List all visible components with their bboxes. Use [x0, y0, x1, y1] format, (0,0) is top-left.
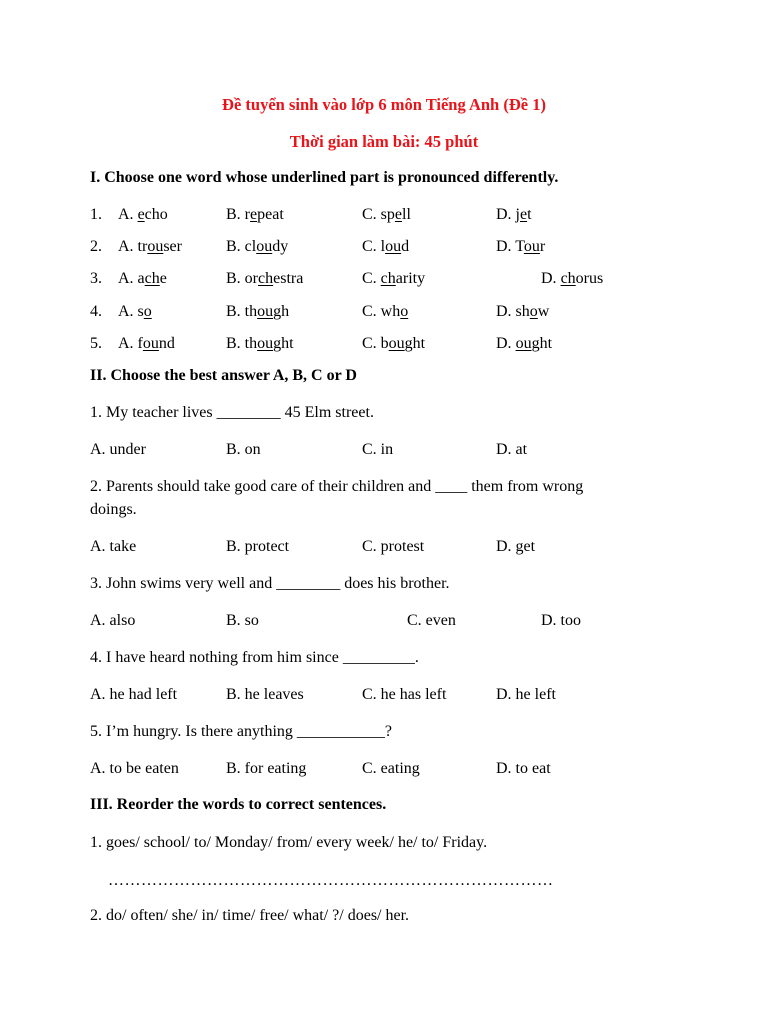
option-text: ght [273, 335, 294, 352]
section-1-heading: I. Choose one word whose underlined part is pronounced differently. [90, 169, 559, 186]
option-a: A. take [90, 538, 137, 555]
option-text: r [539, 238, 546, 255]
option-text: D. T [496, 238, 524, 255]
option-text: C. l [362, 238, 386, 255]
option-d: D. too [541, 612, 581, 629]
option-text: nd [158, 335, 175, 352]
option-text: C. sp [362, 206, 395, 223]
option-text: ght [404, 335, 426, 352]
option-text: cho [144, 206, 168, 223]
option-text: peat [257, 206, 284, 223]
underlined-part: ch [144, 270, 160, 287]
option-text: A. [118, 206, 138, 223]
section-3-heading: III. Reorder the words to correct sentences. [90, 796, 387, 813]
underlined-part: e [520, 206, 528, 223]
option-text: B. r [226, 206, 250, 223]
question-2-1: 1. My teacher lives ________ 45 Elm street. [90, 404, 374, 421]
question-2-4-options [0, 686, 768, 708]
underlined-part: ou [385, 238, 402, 255]
option-d [541, 270, 603, 288]
option-text: orus [575, 270, 604, 287]
option-text: ght [531, 335, 553, 352]
question-1-2 [0, 238, 768, 260]
option-text: C. [362, 270, 381, 287]
option-a: A. to be eaten [90, 760, 179, 777]
option-text: dy [272, 238, 289, 255]
option-c [362, 206, 411, 224]
underlined-part: ou [147, 238, 164, 255]
question-2-3-options [0, 612, 768, 634]
question-1-4 [0, 303, 768, 325]
underlined-part: o [529, 303, 538, 320]
question-2-5: 5. I’m hungry. Is there anything ___________? [90, 723, 393, 740]
option-b [226, 206, 284, 224]
option-d [496, 335, 552, 353]
question-number: 3. [90, 270, 102, 287]
answer-line: ……………………………………………………………………… [108, 872, 554, 889]
option-text: D. [496, 335, 516, 352]
underlined-part: o [400, 303, 409, 320]
underlined-part: e [137, 206, 145, 223]
option-c: C. protest [362, 538, 425, 555]
option-d [496, 238, 545, 256]
question-1-3 [0, 270, 768, 292]
question-3-1: 1. goes/ school/ to/ Monday/ from/ every week/ he/ to/ Friday. [90, 834, 488, 851]
option-text: D. sh [496, 303, 530, 320]
question-number: 2. [90, 238, 102, 255]
question-2-2-line1: 2. Parents should take good care of their children and ____ them from wrong [90, 478, 584, 495]
option-c [362, 303, 408, 321]
option-text: B. cl [226, 238, 257, 255]
question-number: 1. [90, 206, 102, 223]
option-a: A. he had left [90, 686, 178, 703]
option-text: ll [402, 206, 411, 223]
question-number: 4. [90, 303, 102, 320]
option-c [362, 238, 409, 256]
underlined-part: ou [257, 303, 274, 320]
option-c [362, 335, 425, 353]
option-text: d [401, 238, 410, 255]
underlined-part: ou [142, 335, 159, 352]
option-text: arity [395, 270, 426, 287]
option-a [118, 303, 152, 321]
underlined-part: ou [388, 335, 405, 352]
option-text: B. th [226, 335, 258, 352]
question-2-4: 4. I have heard nothing from him since _________. [90, 649, 419, 666]
exam-title: Đề tuyển sinh vào lớp 6 môn Tiếng Anh (Đề 1) [222, 95, 546, 114]
option-c: C. he has left [362, 686, 447, 703]
option-text: t [527, 206, 532, 223]
option-c: C. in [362, 441, 394, 458]
option-b [226, 238, 288, 256]
option-d: D. he left [496, 686, 556, 703]
option-a: A. also [90, 612, 136, 629]
option-b: B. so [226, 612, 259, 629]
option-text: A. f [118, 335, 143, 352]
option-text: D. [541, 270, 561, 287]
question-1-1 [0, 206, 768, 228]
option-b: B. on [226, 441, 261, 458]
option-text: B. th [226, 303, 258, 320]
question-1-5 [0, 335, 768, 357]
option-text: D. j [496, 206, 520, 223]
option-b: B. for eating [226, 760, 307, 777]
underlined-part: e [394, 206, 403, 223]
option-text: A. tr [118, 238, 148, 255]
option-b: B. he leaves [226, 686, 304, 703]
option-a [118, 270, 167, 288]
option-d: D. get [496, 538, 536, 555]
option-c [362, 270, 425, 288]
option-c: C. eating [362, 760, 420, 777]
section-2-heading: II. Choose the best answer A, B, C or D [90, 367, 357, 384]
underlined-part: ou [515, 335, 532, 352]
option-d: D. at [496, 441, 528, 458]
question-number: 5. [90, 335, 102, 352]
question-2-2-line2: doings. [90, 501, 137, 518]
option-text: gh [273, 303, 290, 320]
option-a: A. under [90, 441, 146, 458]
exam-time-limit: Thời gian làm bài: 45 phút [289, 132, 479, 151]
option-c: C. even [407, 612, 456, 629]
question-2-5-options [0, 760, 768, 782]
option-b [226, 270, 303, 288]
option-a [118, 335, 175, 353]
option-text: C. wh [362, 303, 401, 320]
underlined-part: ch [380, 270, 396, 287]
option-text: A. s [118, 303, 144, 320]
option-text: C. b [362, 335, 389, 352]
option-b: B. protect [226, 538, 290, 555]
option-d: D. to eat [496, 760, 551, 777]
underlined-part: ch [258, 270, 274, 287]
question-3-2: 2. do/ often/ she/ in/ time/ free/ what/ ?/ does/ her. [90, 907, 410, 924]
underlined-part: ch [560, 270, 576, 287]
question-2-1-options [0, 441, 768, 463]
underlined-part: ou [256, 238, 273, 255]
question-2-2-options [0, 538, 768, 560]
question-2-3: 3. John swims very well and ________ does his brother. [90, 575, 450, 592]
underlined-part: e [250, 206, 258, 223]
option-d [496, 206, 532, 224]
option-a [118, 238, 182, 256]
option-d [496, 303, 549, 321]
option-text: B. or [226, 270, 258, 287]
option-text: e [159, 270, 167, 287]
option-text: A. a [118, 270, 145, 287]
underlined-part: ou [257, 335, 274, 352]
option-a [118, 206, 168, 224]
option-b [226, 303, 289, 321]
underlined-part: o [143, 303, 152, 320]
option-b [226, 335, 294, 353]
option-text: w [537, 303, 550, 320]
option-text: estra [273, 270, 304, 287]
option-text: ser [163, 238, 182, 255]
underlined-part: ou [523, 238, 540, 255]
